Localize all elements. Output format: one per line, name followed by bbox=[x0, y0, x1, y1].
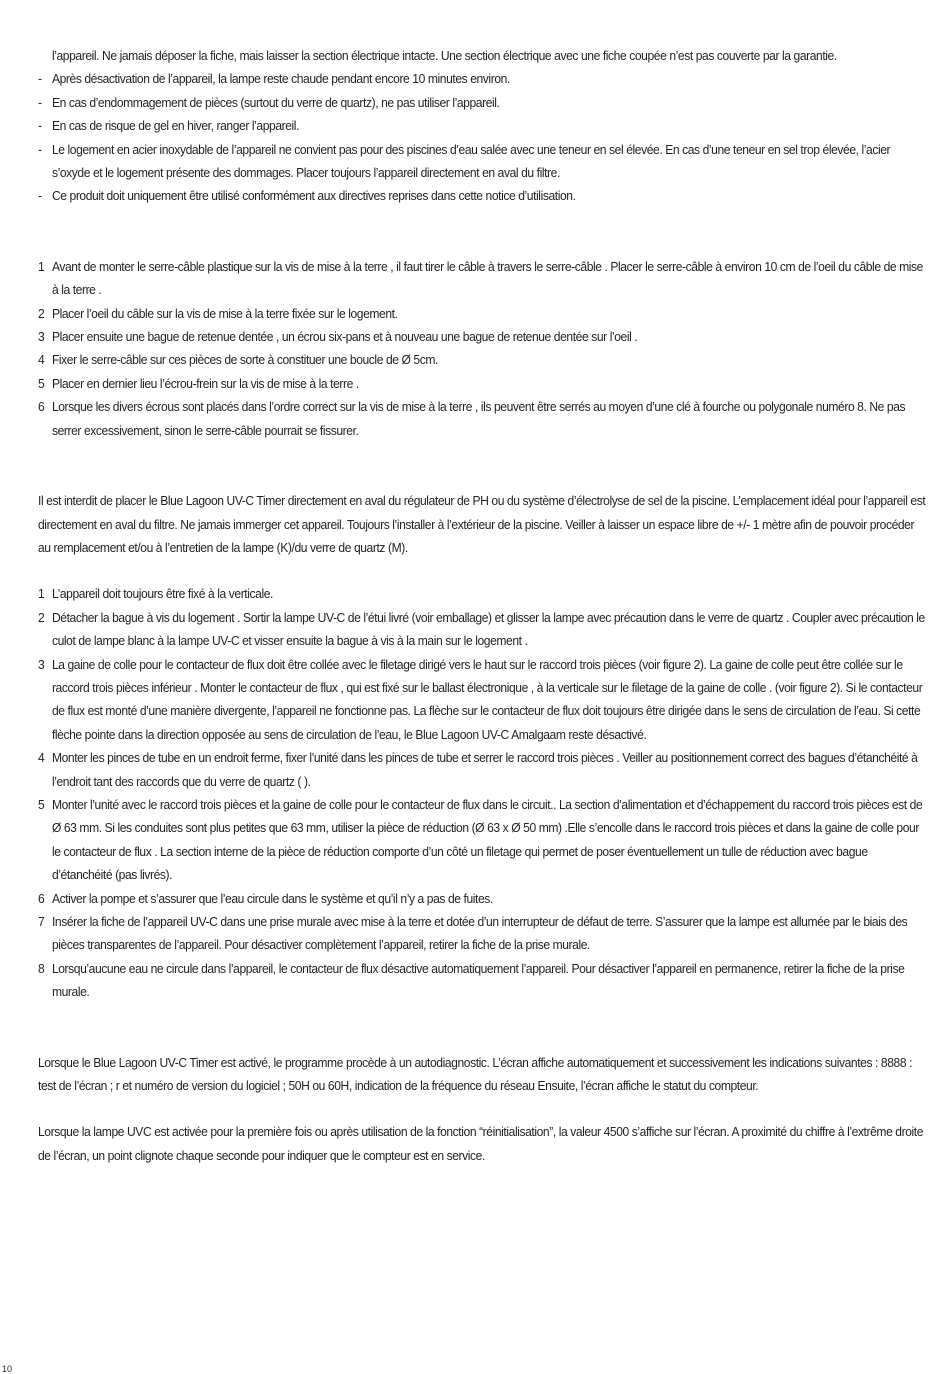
step-number: 8 bbox=[38, 960, 45, 976]
step-number: 3 bbox=[38, 329, 45, 345]
step-number: 5 bbox=[38, 375, 45, 391]
installation-step bbox=[38, 910, 928, 957]
installation-step bbox=[38, 606, 928, 653]
installation-intro: Il est interdit de placer le Blue Lagoon UV-C Timer directement en aval du régulateur de PH ou du système d’électrolyse de sel de la piscine. L’emplacement idéal pour l’appareil est directement en aval du filtre. Ne jamais immerger cet appareil. Toujours l’installer à l’extérieur de la piscine. Veiller à laisser un espace libre de +/- 1 mètre afin de pouvoir procéder au remplacement et/ou à l’entretien de la lampe (K)/du verre de quartz (M). bbox=[38, 493, 926, 555]
dash-marker: - bbox=[38, 94, 42, 110]
step-text: Placer en dernier lieu l’écrou-frein sur la vis de mise à la terre . bbox=[51, 375, 359, 391]
step-number: 5 bbox=[38, 796, 45, 812]
installation-step bbox=[38, 582, 928, 605]
operation-paragraph: Lorsque la lampe UVC est activée pour la première fois ou après utilisation de la fonction “réinitialisation”, la valeur 4500 s’affiche sur l’écran. A proximité du chiffre à l’extrême droite de l’écran, un point clignote chaque seconde pour indiquer que le compteur est en service. bbox=[38, 1124, 924, 1163]
earthing-step-list bbox=[38, 255, 928, 442]
installation-step bbox=[38, 957, 928, 1004]
section-gap bbox=[38, 1004, 928, 1051]
step-number: 3 bbox=[38, 656, 45, 672]
earthing-step bbox=[38, 395, 928, 442]
bullet-text: En cas d’endommagement de pièces (surtout du verre de quartz), ne pas utiliser l’appareil. bbox=[51, 94, 500, 110]
dash-marker: - bbox=[38, 71, 42, 87]
section-gap bbox=[38, 442, 928, 489]
step-text: Monter les pinces de tube en un endroit ferme, fixer l’unité dans les pinces de tube et serrer le raccord trois pièces . Veiller au positionnement correct des bagues d’étanchéité à l’endroit tant des raccords que du verre de quartz ( ). bbox=[51, 750, 918, 789]
safety-bullet bbox=[38, 184, 928, 207]
installation-step-list bbox=[38, 582, 928, 1003]
earthing-step bbox=[38, 348, 928, 371]
step-text: Insérer la fiche de l’appareil UV-C dans une prise murale avec mise à la terre et dotée d’un interrupteur de défaut de terre. S’assurer que la lampe est allumée par le biais des pièces transparentes de l’appareil. Pour désactiver complètement l’appareil, retirer la fiche de la prise murale. bbox=[51, 914, 908, 953]
step-number: 1 bbox=[38, 258, 45, 274]
bullet-text: Après désactivation de l’appareil, la lampe reste chaude pendant encore 10 minutes environ. bbox=[51, 71, 510, 87]
operation-paragraph: Lorsque le Blue Lagoon UV-C Timer est activé, le programme procède à un autodiagnostic. L’écran affiche automatiquement et successivement les indications suivantes : 8888 : test de l’écran ; r et numéro de version du logiciel ; 50H ou 60H, indication de la fréquence du réseau Ensuite, l’écran affiche le statut du compteur. bbox=[38, 1054, 913, 1094]
step-text: Fixer le serre-câble sur ces pièces de sorte à constituer une boucle de Ø 5cm. bbox=[51, 352, 438, 368]
dash-marker: - bbox=[38, 118, 42, 134]
safety-bullet bbox=[38, 138, 928, 185]
step-number: 1 bbox=[38, 586, 45, 602]
installation-step bbox=[38, 793, 928, 887]
step-number: 4 bbox=[38, 750, 45, 766]
step-text: Monter l’unité avec le raccord trois pièces et la gaine de colle pour le contacteur de flux dans le circuit.. La section d’alimentation et d’échappement du raccord trois pièces est de Ø 63 mm. Si les conduites sont plus petites que 63 mm, utiliser la pièce de réduction (Ø 63 x Ø 50 mm) .Elle s’encolle dans le raccord trois pièces et dans la gaine de colle pour le contacteur de flux . La section interne de la pièce de réduction comporte d’un côté un filetage qui permet de poser éventuellement un tulle de réduction avec bague d’étanchéité (pas livrés). bbox=[51, 796, 923, 883]
step-number: 6 bbox=[38, 399, 45, 415]
bullet-text: Le logement en acier inoxydable de l’appareil ne convient pas pour des piscines d’eau salée avec une teneur en sel élevée. En cas d’une teneur en sel trop élevée, l’acier s’oxyde et le logement présente des dommages. Placer toujours l’appareil directement en aval du filtre. bbox=[51, 141, 891, 181]
step-text: Détacher la bague à vis du logement . Sortir la lampe UV-C de l’étui livré (voir emballage) et glisser la lampe avec précaution dans le verre de quartz . Coupler avec précaution le culot de lampe blanc à la lampe UV-C et visser ensuite la bague à vis à la main sur le logement . bbox=[51, 609, 925, 649]
bullet-text: En cas de risque de gel en hiver, ranger l’appareil. bbox=[51, 118, 300, 134]
step-text: Lorsque les divers écrous sont placés dans l’ordre correct sur la vis de mise à la terre , ils peuvent être serrés au moyen d’une clé à fourche ou polygonale numéro 8. Ne pas serrer excessivement, sinon le serre-câble pourrait se fissurer. bbox=[51, 399, 906, 438]
safety-continuation: l’appareil. Ne jamais déposer la fiche, mais laisser la section électrique intacte. Une section électrique avec une fiche coupée n’est pas couverte par la garantie. bbox=[51, 48, 837, 63]
step-number: 2 bbox=[38, 609, 45, 625]
earthing-step bbox=[38, 325, 928, 348]
safety-bullet bbox=[38, 91, 928, 114]
dash-marker: - bbox=[38, 188, 42, 204]
paragraph-gap bbox=[38, 1097, 928, 1120]
bullet-text: Ce produit doit uniquement être utilisé conformément aux directives reprises dans cette notice d’utilisation. bbox=[51, 188, 576, 204]
paragraph-gap bbox=[38, 559, 928, 582]
step-number: 2 bbox=[38, 305, 45, 321]
dash-marker: - bbox=[38, 141, 42, 157]
step-text: Lorsqu’aucune eau ne circule dans l’appareil, le contacteur de flux désactive automatiquement l’appareil. Pour désactiver l’appareil en permanence, retirer la fiche de la prise murale. bbox=[51, 960, 905, 1000]
safety-bullet bbox=[38, 67, 928, 90]
step-number: 4 bbox=[38, 352, 45, 368]
step-number: 7 bbox=[38, 914, 45, 929]
earthing-step bbox=[38, 372, 928, 395]
installation-step bbox=[38, 887, 928, 910]
safety-bullet bbox=[38, 114, 928, 137]
step-text: La gaine de colle pour le contacteur de flux doit être collée avec le filetage dirigé vers le haut sur le raccord trois pièces (voir figure 2). La gaine de colle peut être collée sur le raccord trois pièces inférieur . Monter le contacteur de flux , qui est fixé sur le ballast électronique , à la verticale sur le filetage de la gaine de colle . (voir figure 2). Si le contacteur de flux est monté d’une manière divergente, l’appareil ne fonctionne pas. La flèche sur le contacteur de flux doit toujours être dirigée dans le sens de circulation de l’eau. Si cette flèche pointe dans la direction opposée au sens de circulation de l’eau, le Blue Lagoon UV-C Amalgaam reste désactivé. bbox=[51, 656, 923, 742]
step-number: 6 bbox=[38, 890, 45, 906]
safety-bullet-list bbox=[38, 67, 928, 207]
step-text: Placer ensuite une bague de retenue dentée , un écrou six-pans et à nouveau une bague de retenue dentée sur l’oeil . bbox=[51, 329, 638, 345]
step-text: Activer la pompe et s’assurer que l’eau circule dans le système et qu’il n’y a pas de fuites. bbox=[51, 890, 493, 906]
earthing-step bbox=[38, 255, 928, 302]
step-text: Avant de monter le serre-câble plastique sur la vis de mise à la terre , il faut tirer le câble à travers le serre-câble . Placer le serre-câble à environ 10 cm de l’oeil du câble de mise à la terre . bbox=[51, 258, 923, 298]
step-text: L’appareil doit toujours être fixé à la verticale. bbox=[51, 586, 273, 602]
step-text: Placer l’oeil du câble sur la vis de mise à la terre fixée sur le logement. bbox=[51, 305, 398, 321]
installation-step bbox=[38, 653, 928, 747]
installation-step bbox=[38, 746, 928, 793]
page-number: 10 bbox=[2, 1364, 13, 1374]
page-content bbox=[38, 44, 928, 1167]
earthing-step bbox=[38, 302, 928, 325]
section-gap bbox=[38, 208, 928, 255]
